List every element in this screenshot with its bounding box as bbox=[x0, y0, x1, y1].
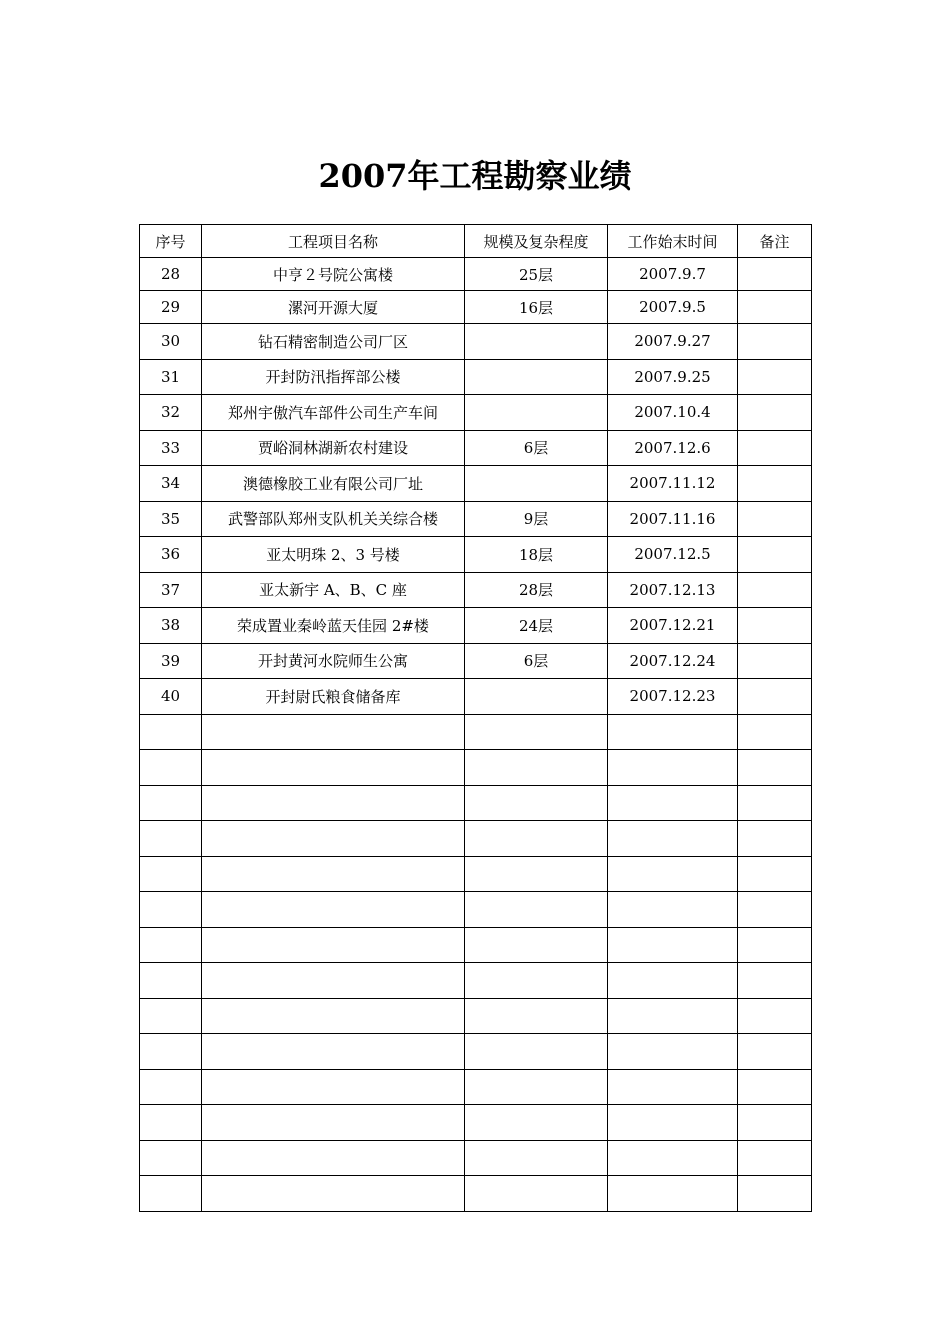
cell-time bbox=[608, 856, 738, 892]
table-row bbox=[140, 1140, 812, 1176]
cell-time bbox=[608, 714, 738, 750]
cell-project-name bbox=[202, 856, 465, 892]
cell-note bbox=[738, 1105, 812, 1141]
cell-no bbox=[140, 963, 202, 999]
cell-scale bbox=[465, 998, 608, 1034]
cell-no: 35 bbox=[140, 501, 202, 537]
cell-no: 29 bbox=[140, 291, 202, 324]
cell-no bbox=[140, 927, 202, 963]
cell-scale bbox=[465, 856, 608, 892]
cell-time: 2007.12.21 bbox=[608, 608, 738, 644]
table-body bbox=[140, 258, 812, 1212]
cell-scale: 9层 bbox=[465, 501, 608, 537]
cell-time bbox=[608, 1140, 738, 1176]
cell-note bbox=[738, 258, 812, 291]
cell-note bbox=[738, 430, 812, 466]
table-row bbox=[140, 291, 812, 324]
cell-project-name: 武警部队郑州支队机关关综合楼 bbox=[202, 501, 465, 537]
cell-time bbox=[608, 750, 738, 786]
cell-note bbox=[738, 963, 812, 999]
cell-note bbox=[738, 608, 812, 644]
cell-scale bbox=[465, 679, 608, 715]
table-row bbox=[140, 998, 812, 1034]
table-row bbox=[140, 1176, 812, 1212]
table-row bbox=[140, 466, 812, 502]
header-project-name: 工程项目名称 bbox=[202, 225, 465, 258]
cell-project-name bbox=[202, 1034, 465, 1070]
table-row bbox=[140, 643, 812, 679]
cell-project-name bbox=[202, 998, 465, 1034]
table-row bbox=[140, 359, 812, 395]
cell-project-name bbox=[202, 927, 465, 963]
table-row bbox=[140, 608, 812, 644]
cell-time: 2007.12.24 bbox=[608, 643, 738, 679]
table-row bbox=[140, 395, 812, 431]
cell-note bbox=[738, 324, 812, 360]
cell-scale bbox=[465, 1034, 608, 1070]
cell-scale: 18层 bbox=[465, 537, 608, 573]
cell-note bbox=[738, 714, 812, 750]
table-row bbox=[140, 927, 812, 963]
cell-note bbox=[738, 537, 812, 573]
cell-project-name: 荣成置业秦岭蓝天佳园 2#楼 bbox=[202, 608, 465, 644]
cell-note bbox=[738, 856, 812, 892]
cell-no: 28 bbox=[140, 258, 202, 291]
table-row bbox=[140, 856, 812, 892]
cell-project-name: 亚太新宇 A、B、C 座 bbox=[202, 572, 465, 608]
cell-project-name bbox=[202, 1176, 465, 1212]
cell-project-name: 开封尉氏粮食储备库 bbox=[202, 679, 465, 715]
cell-note bbox=[738, 750, 812, 786]
cell-no: 38 bbox=[140, 608, 202, 644]
cell-time bbox=[608, 821, 738, 857]
table-row bbox=[140, 572, 812, 608]
cell-scale bbox=[465, 466, 608, 502]
cell-note bbox=[738, 927, 812, 963]
cell-scale bbox=[465, 1140, 608, 1176]
cell-scale: 24层 bbox=[465, 608, 608, 644]
cell-note bbox=[738, 998, 812, 1034]
cell-time: 2007.12.23 bbox=[608, 679, 738, 715]
cell-time bbox=[608, 1034, 738, 1070]
cell-scale bbox=[465, 324, 608, 360]
cell-no bbox=[140, 714, 202, 750]
table-row bbox=[140, 501, 812, 537]
table-row bbox=[140, 430, 812, 466]
cell-time: 2007.9.5 bbox=[608, 291, 738, 324]
cell-time: 2007.9.25 bbox=[608, 359, 738, 395]
cell-project-name bbox=[202, 821, 465, 857]
cell-note bbox=[738, 821, 812, 857]
table-row bbox=[140, 1105, 812, 1141]
cell-project-name bbox=[202, 785, 465, 821]
cell-note bbox=[738, 643, 812, 679]
cell-no bbox=[140, 1069, 202, 1105]
cell-no: 37 bbox=[140, 572, 202, 608]
cell-time: 2007.10.4 bbox=[608, 395, 738, 431]
cell-project-name: 郑州宇傲汽车部件公司生产车间 bbox=[202, 395, 465, 431]
cell-time: 2007.9.27 bbox=[608, 324, 738, 360]
cell-scale bbox=[465, 750, 608, 786]
project-table bbox=[139, 224, 812, 1212]
cell-time bbox=[608, 1105, 738, 1141]
cell-no bbox=[140, 785, 202, 821]
table-row bbox=[140, 963, 812, 999]
cell-note bbox=[738, 466, 812, 502]
cell-note bbox=[738, 572, 812, 608]
header-note: 备注 bbox=[738, 225, 812, 258]
cell-no bbox=[140, 1176, 202, 1212]
cell-note bbox=[738, 359, 812, 395]
cell-scale: 16层 bbox=[465, 291, 608, 324]
document-title: 2007年工程勘察业绩 bbox=[318, 157, 632, 195]
cell-project-name bbox=[202, 714, 465, 750]
cell-note bbox=[738, 501, 812, 537]
cell-project-name: 开封黄河水院师生公寓 bbox=[202, 643, 465, 679]
cell-time bbox=[608, 927, 738, 963]
table-row bbox=[140, 258, 812, 291]
cell-project-name bbox=[202, 750, 465, 786]
cell-project-name bbox=[202, 892, 465, 928]
cell-scale bbox=[465, 963, 608, 999]
cell-no bbox=[140, 821, 202, 857]
cell-note bbox=[738, 1034, 812, 1070]
cell-time bbox=[608, 998, 738, 1034]
cell-project-name: 漯河开源大厦 bbox=[202, 291, 465, 324]
cell-no bbox=[140, 1105, 202, 1141]
cell-time: 2007.12.5 bbox=[608, 537, 738, 573]
cell-scale bbox=[465, 359, 608, 395]
cell-project-name: 中亨２号院公寓楼 bbox=[202, 258, 465, 291]
cell-scale bbox=[465, 395, 608, 431]
cell-time: 2007.11.16 bbox=[608, 501, 738, 537]
table-header-row bbox=[140, 225, 812, 258]
header-scale: 规模及复杂程度 bbox=[465, 225, 608, 258]
cell-time: 2007.12.13 bbox=[608, 572, 738, 608]
cell-note bbox=[738, 1176, 812, 1212]
cell-project-name bbox=[202, 963, 465, 999]
cell-note bbox=[738, 1069, 812, 1105]
cell-scale bbox=[465, 714, 608, 750]
cell-no: 33 bbox=[140, 430, 202, 466]
cell-project-name: 亚太明珠 2、3 号楼 bbox=[202, 537, 465, 573]
cell-project-name: 钻石精密制造公司厂区 bbox=[202, 324, 465, 360]
cell-no: 36 bbox=[140, 537, 202, 573]
cell-scale bbox=[465, 1176, 608, 1212]
cell-no bbox=[140, 1140, 202, 1176]
cell-project-name: 贾峪洞林湖新农村建设 bbox=[202, 430, 465, 466]
cell-note bbox=[738, 679, 812, 715]
cell-scale bbox=[465, 927, 608, 963]
cell-note bbox=[738, 892, 812, 928]
cell-scale bbox=[465, 1069, 608, 1105]
cell-scale: 6层 bbox=[465, 643, 608, 679]
cell-no: 39 bbox=[140, 643, 202, 679]
cell-project-name bbox=[202, 1140, 465, 1176]
table-row bbox=[140, 821, 812, 857]
cell-no bbox=[140, 998, 202, 1034]
table-row bbox=[140, 1034, 812, 1070]
cell-note bbox=[738, 785, 812, 821]
cell-no: 32 bbox=[140, 395, 202, 431]
cell-note bbox=[738, 1140, 812, 1176]
cell-time: 2007.12.6 bbox=[608, 430, 738, 466]
cell-no: 34 bbox=[140, 466, 202, 502]
cell-scale: 25层 bbox=[465, 258, 608, 291]
header-no: 序号 bbox=[140, 225, 202, 258]
cell-time bbox=[608, 963, 738, 999]
cell-note bbox=[738, 291, 812, 324]
cell-scale bbox=[465, 1105, 608, 1141]
cell-no: 40 bbox=[140, 679, 202, 715]
table-row bbox=[140, 785, 812, 821]
table-row bbox=[140, 537, 812, 573]
cell-time bbox=[608, 1069, 738, 1105]
cell-no bbox=[140, 750, 202, 786]
cell-note bbox=[738, 395, 812, 431]
table-row bbox=[140, 1069, 812, 1105]
cell-no: 30 bbox=[140, 324, 202, 360]
cell-time bbox=[608, 892, 738, 928]
cell-scale: 28层 bbox=[465, 572, 608, 608]
cell-time: 2007.9.7 bbox=[608, 258, 738, 291]
cell-project-name bbox=[202, 1105, 465, 1141]
table-row bbox=[140, 892, 812, 928]
cell-time bbox=[608, 785, 738, 821]
cell-no: 31 bbox=[140, 359, 202, 395]
cell-scale: 6层 bbox=[465, 430, 608, 466]
cell-time bbox=[608, 1176, 738, 1212]
table-row bbox=[140, 679, 812, 715]
cell-project-name bbox=[202, 1069, 465, 1105]
cell-project-name: 澳德橡胶工业有限公司厂址 bbox=[202, 466, 465, 502]
cell-scale bbox=[465, 785, 608, 821]
cell-scale bbox=[465, 821, 608, 857]
cell-no bbox=[140, 1034, 202, 1070]
table-row bbox=[140, 750, 812, 786]
cell-no bbox=[140, 856, 202, 892]
cell-no bbox=[140, 892, 202, 928]
cell-time: 2007.11.12 bbox=[608, 466, 738, 502]
table-row bbox=[140, 714, 812, 750]
cell-scale bbox=[465, 892, 608, 928]
table-row bbox=[140, 324, 812, 360]
header-time: 工作始末时间 bbox=[608, 225, 738, 258]
cell-project-name: 开封防汛指挥部公楼 bbox=[202, 359, 465, 395]
